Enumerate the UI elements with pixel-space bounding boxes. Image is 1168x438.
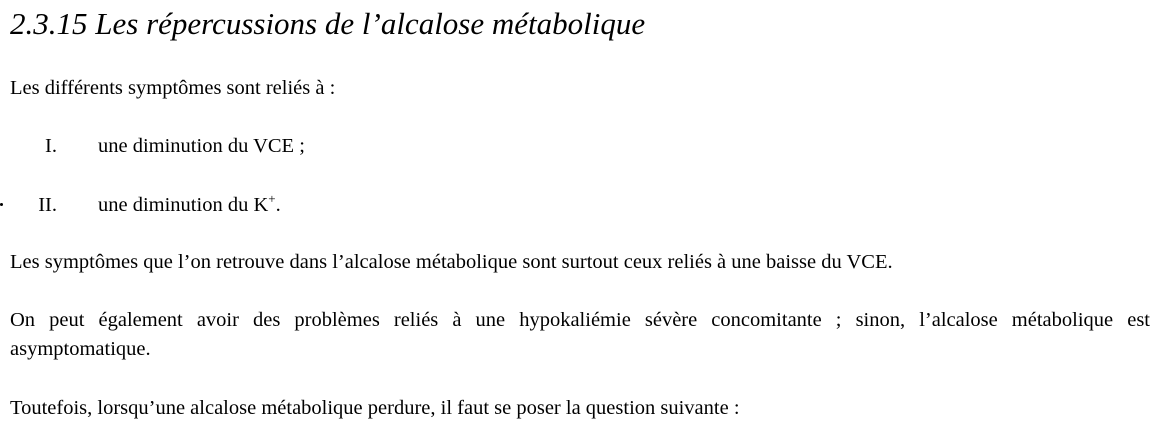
list-item-number: II. bbox=[38, 194, 57, 216]
list-item-label: une diminution du K bbox=[98, 194, 269, 216]
list-item-suffix: . bbox=[275, 194, 281, 216]
intro-paragraph: Les différents symptômes sont reliés à : bbox=[10, 77, 336, 99]
list-item-2 bbox=[0, 190, 1100, 220]
list-item-text bbox=[98, 190, 281, 220]
list-item-text bbox=[98, 131, 305, 161]
superscript-plus: + bbox=[268, 191, 276, 206]
list-item-number: I. bbox=[45, 135, 57, 157]
body-paragraph-3: Toutefois, lorsqu’une alcalose métabolique perdure, il faut se poser la question suivante : bbox=[10, 397, 740, 419]
list-item-1 bbox=[0, 131, 1100, 161]
body-paragraph-2: On peut également avoir des problèmes reliés à une hypokaliémie sévère concomitante ; sinon, l’alcalose métabolique est asymptomatique. bbox=[10, 309, 1150, 360]
body-paragraph-1: Les symptômes que l’on retrouve dans l’alcalose métabolique sont surtout ceux reliés à une baisse du VCE. bbox=[10, 251, 893, 273]
bullet-dot-icon bbox=[0, 203, 3, 206]
section-heading: 2.3.15 Les répercussions de l’alcalose métabolique bbox=[10, 6, 646, 41]
list-item-label: une diminution du VCE ; bbox=[98, 135, 305, 157]
